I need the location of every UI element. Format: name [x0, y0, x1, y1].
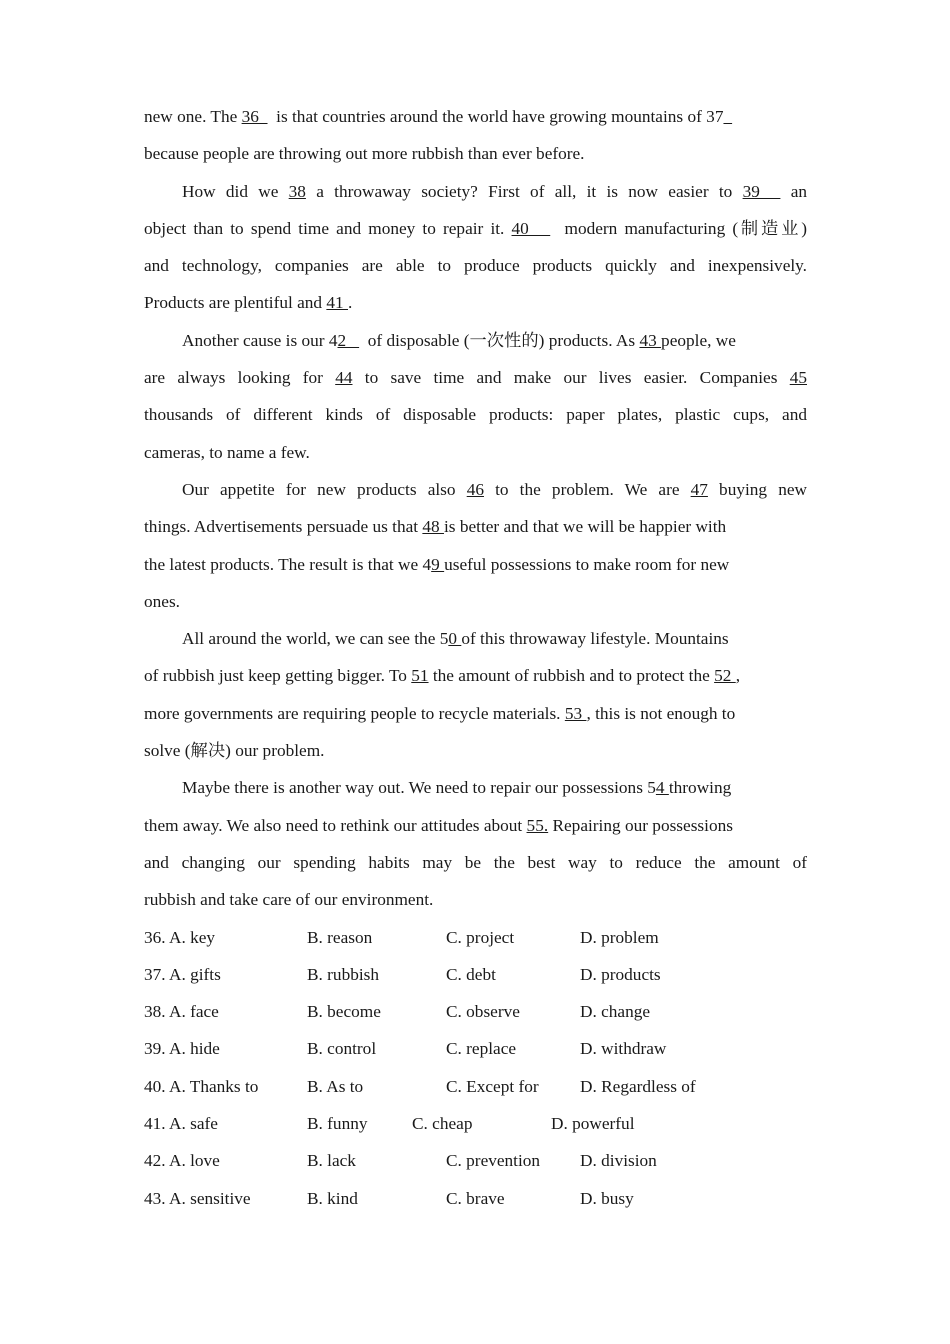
passage-text: throwing — [668, 778, 732, 798]
question-row — [144, 1180, 807, 1217]
passage-line — [144, 546, 807, 583]
passage-text: How did we — [182, 181, 289, 201]
blank-number: 46 — [466, 479, 484, 499]
passage-text: cameras, to name a few. — [144, 442, 310, 462]
question-option-d: D. products — [580, 964, 661, 984]
passage-line — [144, 210, 807, 247]
passage-text: things. Advertisements persuade us that — [144, 517, 423, 537]
question-option-c: C. replace — [446, 1039, 517, 1059]
blank-number: 53 — [564, 703, 587, 723]
passage-line — [144, 135, 807, 172]
passage-line — [144, 284, 807, 321]
passage-text: Repairing our possessions — [548, 815, 733, 835]
question-option-c: C. debt — [446, 964, 496, 984]
question-option-b: B. As to — [307, 1076, 364, 1096]
passage-text: a throwaway society? First of all, it is now easier to — [305, 181, 743, 201]
question-option-a: 40. A. Thanks to — [144, 1076, 259, 1096]
passage-text: new one. The — [144, 107, 242, 126]
question-option-c: C. observe — [446, 1002, 520, 1022]
passage-text: and technology, companies are able to produce products quickly and inexpensively. — [144, 256, 807, 276]
document-page — [144, 98, 807, 1217]
passage-line — [144, 322, 807, 359]
blank-number: 2 — [337, 330, 360, 350]
passage-text: people, we — [661, 330, 736, 350]
passage-text: buying new — [707, 479, 807, 499]
passage-line — [144, 620, 807, 657]
passage-text: them away. We also need to rethink our attitudes about — [144, 815, 527, 835]
question-option-d: D. powerful — [551, 1114, 635, 1134]
question-option-d: D. division — [580, 1151, 657, 1171]
passage-text: Another cause is our 4 — [182, 330, 338, 350]
passage-text: solve (解决) our problem. — [144, 741, 325, 761]
blank-number: 36 — [241, 107, 268, 126]
question-option-b: B. reason — [307, 927, 373, 947]
question-option-d: D. withdraw — [580, 1039, 667, 1059]
question-option-b: B. funny — [307, 1114, 368, 1134]
passage-text: , — [735, 666, 741, 686]
passage-line — [144, 844, 807, 881]
blank-number: 45 — [789, 368, 807, 388]
passage-line — [144, 434, 807, 471]
passage-text: are always looking for — [144, 368, 336, 388]
passage-line — [144, 583, 807, 620]
question-row — [144, 1142, 807, 1179]
question-option-a: 37. A. gifts — [144, 964, 221, 984]
blank-number: 4 — [655, 778, 669, 798]
passage-text: and changing our spending habits may be the best way to reduce the amount of — [144, 852, 807, 872]
question-row — [144, 919, 807, 956]
passage-line — [144, 881, 807, 918]
passage-text: the amount of rubbish and to protect the — [428, 666, 715, 686]
passage-text: is better and that we will be happier with — [443, 517, 727, 537]
passage-line — [144, 769, 807, 806]
blank-number: 47 — [690, 479, 708, 499]
blank-number: 38 — [288, 181, 306, 201]
passage-text: of rubbish just keep getting bigger. To — [144, 666, 412, 686]
passage-text: to save time and make our lives easier. Companies — [352, 368, 790, 388]
passage-text: to the problem. We are — [483, 479, 691, 499]
passage-line — [144, 396, 807, 433]
question-option-b: B. kind — [307, 1188, 358, 1208]
passage-text: of disposable (一次性的) products. As — [359, 330, 640, 350]
passage-text: rubbish and take care of our environment. — [144, 890, 434, 910]
answer-options — [144, 919, 807, 1217]
passage-line — [144, 247, 807, 284]
question-row — [144, 993, 807, 1030]
blank-number — [723, 107, 732, 126]
blank-number: 0 — [448, 629, 462, 649]
passage-text: . — [347, 293, 353, 313]
passage-line — [144, 471, 807, 508]
passage-line — [144, 732, 807, 769]
passage-line — [144, 173, 807, 210]
question-option-d: D. change — [580, 1002, 651, 1022]
blank-number: 40 — [511, 218, 551, 238]
passage-text: object than to spend time and money to repair it. — [144, 218, 512, 238]
blank-number: 39 — [742, 181, 781, 201]
question-option-a: 41. A. safe — [144, 1114, 218, 1134]
question-option-b: B. rubbish — [307, 964, 380, 984]
question-option-c: C. Except for — [446, 1076, 539, 1096]
question-option-a: 42. A. love — [144, 1151, 220, 1171]
passage-text: thousands of different kinds of disposable products: paper plates, plastic cups, and — [144, 405, 807, 425]
question-option-c: C. brave — [446, 1188, 505, 1208]
question-option-a: 38. A. face — [144, 1002, 219, 1022]
question-option-c: C. cheap — [412, 1114, 473, 1134]
question-option-c: C. project — [446, 927, 515, 947]
question-option-b: B. become — [307, 1002, 381, 1022]
passage-line — [144, 359, 807, 396]
passage-line — [144, 508, 807, 545]
question-row — [144, 1068, 807, 1105]
question-option-a: 39. A. hide — [144, 1039, 220, 1059]
blank-number: 55. — [526, 815, 549, 835]
passage-text: is that countries around the world have growing mountains of 37 — [267, 107, 724, 126]
passage-line — [144, 695, 807, 732]
passage-text: Products are plentiful and — [144, 293, 327, 313]
blank-number: 52 — [714, 666, 736, 686]
question-option-b: B. control — [307, 1039, 377, 1059]
question-option-b: B. lack — [307, 1151, 356, 1171]
cloze-passage — [144, 98, 807, 919]
passage-text: modern manufacturing (制造业) — [550, 218, 807, 238]
passage-text: the latest products. The result is that we 4 — [144, 554, 432, 574]
question-option-d: D. Regardless of — [580, 1076, 696, 1096]
passage-text: ones. — [144, 591, 180, 611]
question-option-c: C. prevention — [446, 1151, 541, 1171]
passage-text: because people are throwing out more rubbish than ever before. — [144, 144, 585, 164]
question-row — [144, 1105, 807, 1142]
question-option-d: D. busy — [580, 1188, 634, 1208]
passage-text: All around the world, we can see the 5 — [182, 629, 449, 649]
question-option-a: 43. A. sensitive — [144, 1188, 251, 1208]
question-option-d: D. problem — [580, 927, 659, 947]
passage-text: more governments are requiring people to recycle materials. — [144, 703, 565, 723]
question-option-a: 36. A. key — [144, 927, 216, 947]
blank-number: 41 — [326, 293, 348, 313]
passage-line — [144, 98, 807, 135]
blank-number: 9 — [431, 554, 445, 574]
passage-text: of this throwaway lifestyle. Mountains — [461, 629, 729, 649]
passage-line — [144, 807, 807, 844]
passage-text: Maybe there is another way out. We need to repair our possessions 5 — [182, 778, 656, 798]
question-row — [144, 956, 807, 993]
blank-number: 51 — [411, 666, 429, 686]
passage-line — [144, 657, 807, 694]
passage-text: Our appetite for new products also — [182, 479, 467, 499]
passage-text: , this is not enough to — [586, 703, 736, 723]
question-row — [144, 1030, 807, 1067]
passage-text: useful possessions to make room for new — [444, 554, 730, 574]
blank-number: 48 — [422, 517, 444, 537]
blank-number: 44 — [335, 368, 353, 388]
blank-number: 43 — [639, 330, 662, 350]
passage-text: an — [780, 181, 808, 201]
